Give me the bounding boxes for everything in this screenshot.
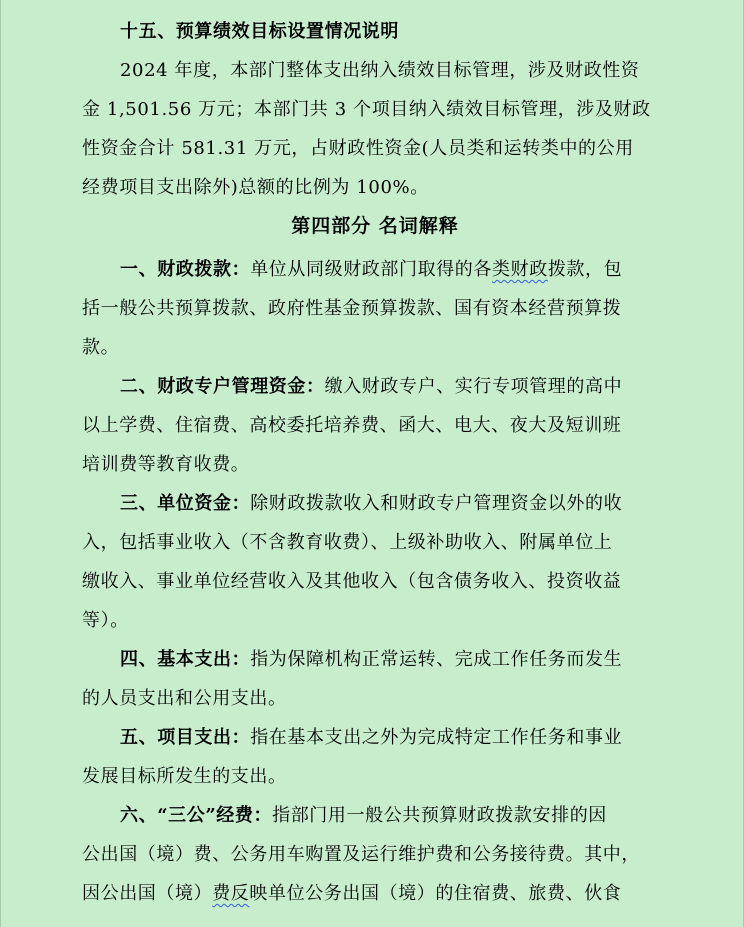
spellcheck-underline: 费反	[212, 883, 250, 904]
term-text: 缴入财政专户、实行专项管理的高中	[324, 376, 623, 397]
term-paragraph-line	[82, 250, 668, 289]
term-text: 指为保障机构正常运转、完成工作任务而发生	[250, 649, 623, 670]
paragraph-line: 2024 年度，本部门整体支出纳入绩效目标管理，涉及财政性资	[120, 60, 640, 81]
term-paragraph-line	[82, 640, 668, 679]
term-paragraph-line	[82, 718, 668, 757]
term-paragraph-line	[82, 796, 668, 835]
paragraph-line: 等）。	[82, 610, 129, 631]
paragraph-line: 发展目标所发生的支出。	[82, 766, 287, 787]
paragraph-line: 性资金合计 581.31 万元，占财政性资金(人员类和运转类中的公用	[82, 138, 634, 159]
term-text: 拨款，包	[547, 259, 623, 280]
paragraph-line: 以上学费、住宿费、高校委托培养费、函大、电大、夜大及短训班	[82, 415, 622, 436]
term-text: 单位从同级财政部门取得的各	[250, 259, 493, 280]
term-text: 除财政拨款收入和财政专户管理资金以外的收	[250, 493, 623, 514]
term-label: 六、“三公”经费：	[120, 805, 273, 826]
paragraph-line: 入，包括事业收入（不含教育收费）、上级补助收入、附属单位上	[82, 532, 613, 553]
part-heading: 第四部分 名词解释	[291, 215, 459, 237]
term-text: 因公出国（境）	[82, 883, 213, 904]
term-label: 五、项目支出：	[120, 727, 251, 748]
paragraph-line: 金 1,501.56 万元；本部门共 3 个项目纳入绩效目标管理，涉及财政	[82, 99, 651, 120]
section-title: 十五、预算绩效目标设置情况说明	[120, 21, 399, 42]
paragraph-line: 缴收入、事业单位经营收入及其他收入（包含债务收入、投资收益	[82, 571, 622, 592]
paragraph-line: 经费项目支出除外)总额的比例为 100%。	[82, 177, 429, 198]
term-text: 指在基本支出之外为完成特定工作任务和事业	[250, 727, 623, 748]
paragraph-line: 括一般公共预算拨款、政府性基金预算拨款、国有资本经营预算拨	[82, 298, 622, 319]
spellcheck-underline: 类财政	[492, 259, 548, 280]
paragraph-line: 公出国（境）费、公务用车购置及运行维护费和公务接待费。其中，	[82, 844, 640, 865]
term-label: 三、单位资金：	[120, 493, 251, 514]
term-text: 映单位公务出国（境）的住宿费、旅费、伙食	[249, 883, 622, 904]
term-label: 一、财政拨款：	[120, 259, 251, 280]
term-paragraph-line	[82, 367, 668, 406]
paragraph-line: 的人员支出和公用支出。	[82, 688, 287, 709]
term-text: 指部门用一般公共预算财政拨款安排的因	[272, 805, 607, 826]
paragraph-line: 培训费等教育收费。	[82, 454, 250, 475]
term-label: 二、财政专户管理资金：	[120, 376, 325, 397]
paragraph-line: 款。	[82, 337, 120, 358]
term-label: 四、基本支出：	[120, 649, 251, 670]
paragraph-line	[82, 874, 668, 913]
term-paragraph-line	[82, 484, 668, 523]
document-body	[82, 12, 668, 913]
